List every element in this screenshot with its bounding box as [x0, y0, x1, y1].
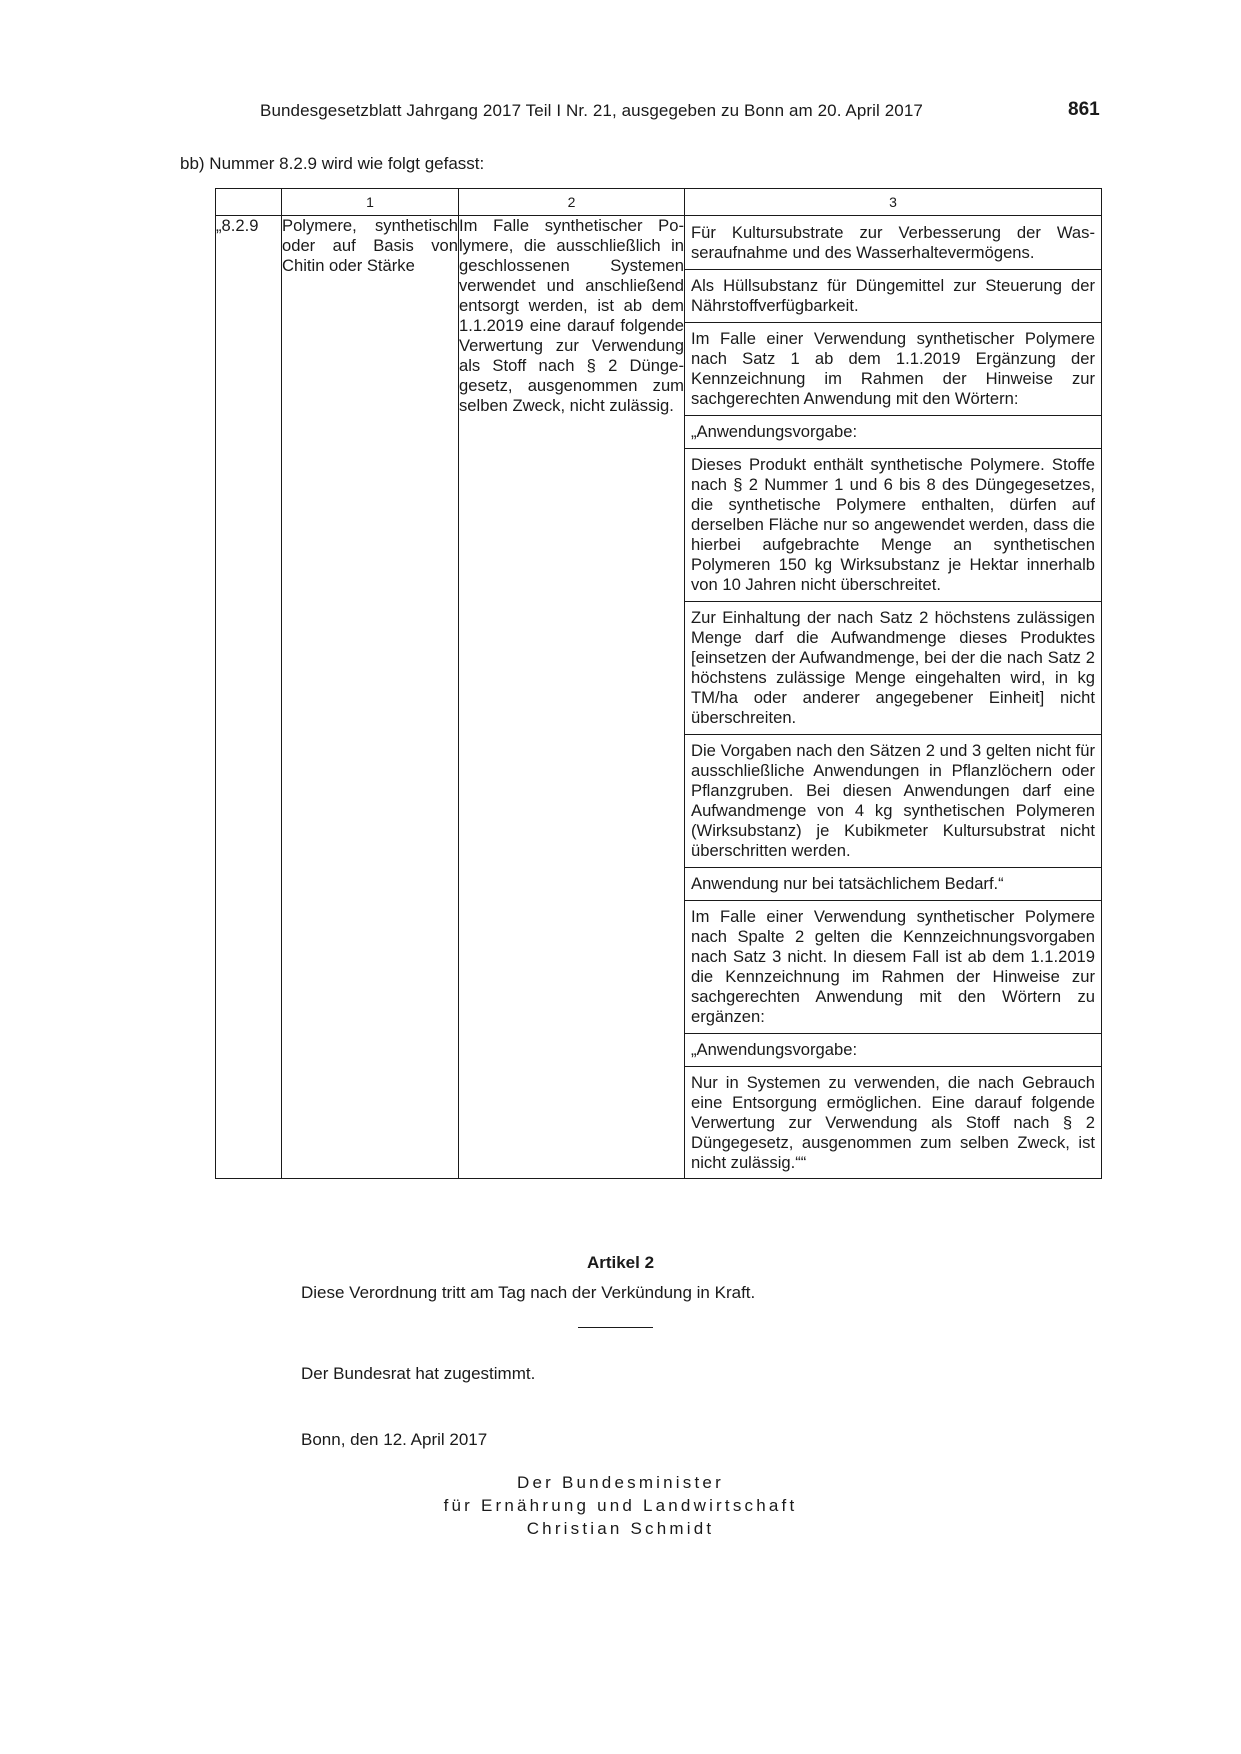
- header-cell-1: 1: [282, 189, 459, 216]
- bundesrat-consent: Der Bundesrat hat zugestimmt.: [301, 1364, 536, 1383]
- row-number-cell: „8.2.9: [216, 216, 282, 1179]
- header-cell-number: [216, 189, 282, 216]
- signature-title: Der Bundesminister: [517, 1473, 724, 1492]
- page-number: 861: [1068, 99, 1100, 120]
- article-text: Diese Verordnung tritt am Tag nach der Verkündung in Kraft.: [301, 1283, 756, 1302]
- conditions-paragraph: Nur in Systemen zu verwenden, die nach Gebrauch eine Entsorgung ermöglichen. Eine darauf folgende Verwertung zur Verwendung als Stoff nach § 2 Düngegesetz, ausgenommen zum selben Zweck, ist nicht zulässig.““: [691, 1073, 1095, 1172]
- conditions-paragraph: Zur Einhaltung der nach Satz 2 höchstens zulässigen Menge darf die Aufwandmenge dieses Produktes [einsetzen der Aufwandmenge, bei der die nach Satz 2 höchstens zulässige Menge eingehalten wird, in kg TM/ha oder anderer angegebener Einheit] nicht überschreiten.: [685, 602, 1101, 735]
- running-header: Bundesgesetzblatt Jahrgang 2017 Teil I Nr. 21, ausgegeben zu Bonn am 20. April 2017: [260, 101, 923, 120]
- conditions-paragraph: Im Falle einer Verwendung synthetischer Polymere nach Spalte 2 gelten die Kennzeichnungsvorgaben nach Satz 3 nicht. In diesem Fall ist ab dem 1.1.2019 die Kennzeichnung im Rahmen der Hinweise zur sachgerechten Anwendung mit den Wörtern zu ergänzen:: [685, 901, 1101, 1034]
- conditions-paragraph: Im Falle einer Verwendung synthetischer Polymere nach Satz 1 ab dem 1.1.2019 Ergänzung der Kennzeichnung im Rahmen der Hinweise zur sachgerechten Anwendung mit den Wörtern:: [685, 323, 1101, 416]
- regulation-table: [215, 188, 1102, 1179]
- place-date: Bonn, den 12. April 2017: [301, 1430, 488, 1449]
- conditions-paragraph: Anwendung nur bei tatsächlichem Bedarf.“: [685, 868, 1101, 901]
- substance-cell: Polymere, synthetisch oder auf Basis von Chitin oder Stärke: [282, 216, 459, 1179]
- conditions-paragraph: Als Hüllsubstanz für Düngemittel zur Steuerung der Nährstoffverfügbarkeit.: [685, 270, 1101, 323]
- article-title: Artikel 2: [586, 1253, 655, 1272]
- table-header-row: [216, 189, 1102, 216]
- intro-line: bb) Nummer 8.2.9 wird wie folgt gefasst:: [180, 154, 485, 173]
- conditions-paragraph: Dieses Produkt enthält synthetische Polymere. Stoffe nach § 2 Nummer 1 und 6 bis 8 des Düngegesetzes, die synthetische Polymere enthalten, dürfen auf derselben Fläche nur so angewendet werden, dass die hierbei aufgebrachte Menge an synthetischen Polymeren 150 kg Wirksubstanz je Hektar innerhalb von 10 Jahren nicht überschreitet.: [685, 449, 1101, 602]
- separator-rule: [578, 1327, 653, 1328]
- header-cell-3: 3: [685, 189, 1102, 216]
- conditions-paragraph: „Anwendungsvorgabe:: [685, 1034, 1101, 1067]
- signature-ministry: für Ernährung und Landwirtschaft: [443, 1496, 798, 1515]
- restriction-cell: Im Falle synthetischer Polymere, die ausschließlich in geschlossenen Systemen verwendet und anschließend entsorgt werden, ist ab dem 1.1.2019 eine darauf folgende Verwertung zur Verwendung als Stoff nach § 2 Düngegesetz, ausgenommen zum selben Zweck, nicht zulässig.: [459, 216, 685, 1179]
- header-cell-2: 2: [459, 189, 685, 216]
- signature-name: Christian Schmidt: [526, 1519, 715, 1538]
- conditions-paragraph: Die Vorgaben nach den Sätzen 2 und 3 gelten nicht für ausschließliche Anwendungen in Pflanzlöchern oder Pflanzgruben. Bei diesen Anwendungen darf eine Aufwandmenge von 4 kg synthetischen Polymeren (Wirksubstanz) je Kubikmeter Kultursubstrat nicht überschritten werden.: [685, 735, 1101, 868]
- table-row: [216, 216, 1102, 1179]
- conditions-paragraph: „Anwendungsvorgabe:: [685, 416, 1101, 449]
- conditions-cell: [685, 216, 1102, 1179]
- conditions-paragraph: Für Kultursubstrate zur Verbesserung der Wasseraufnahme und des Wasserhaltevermögens.: [685, 216, 1101, 270]
